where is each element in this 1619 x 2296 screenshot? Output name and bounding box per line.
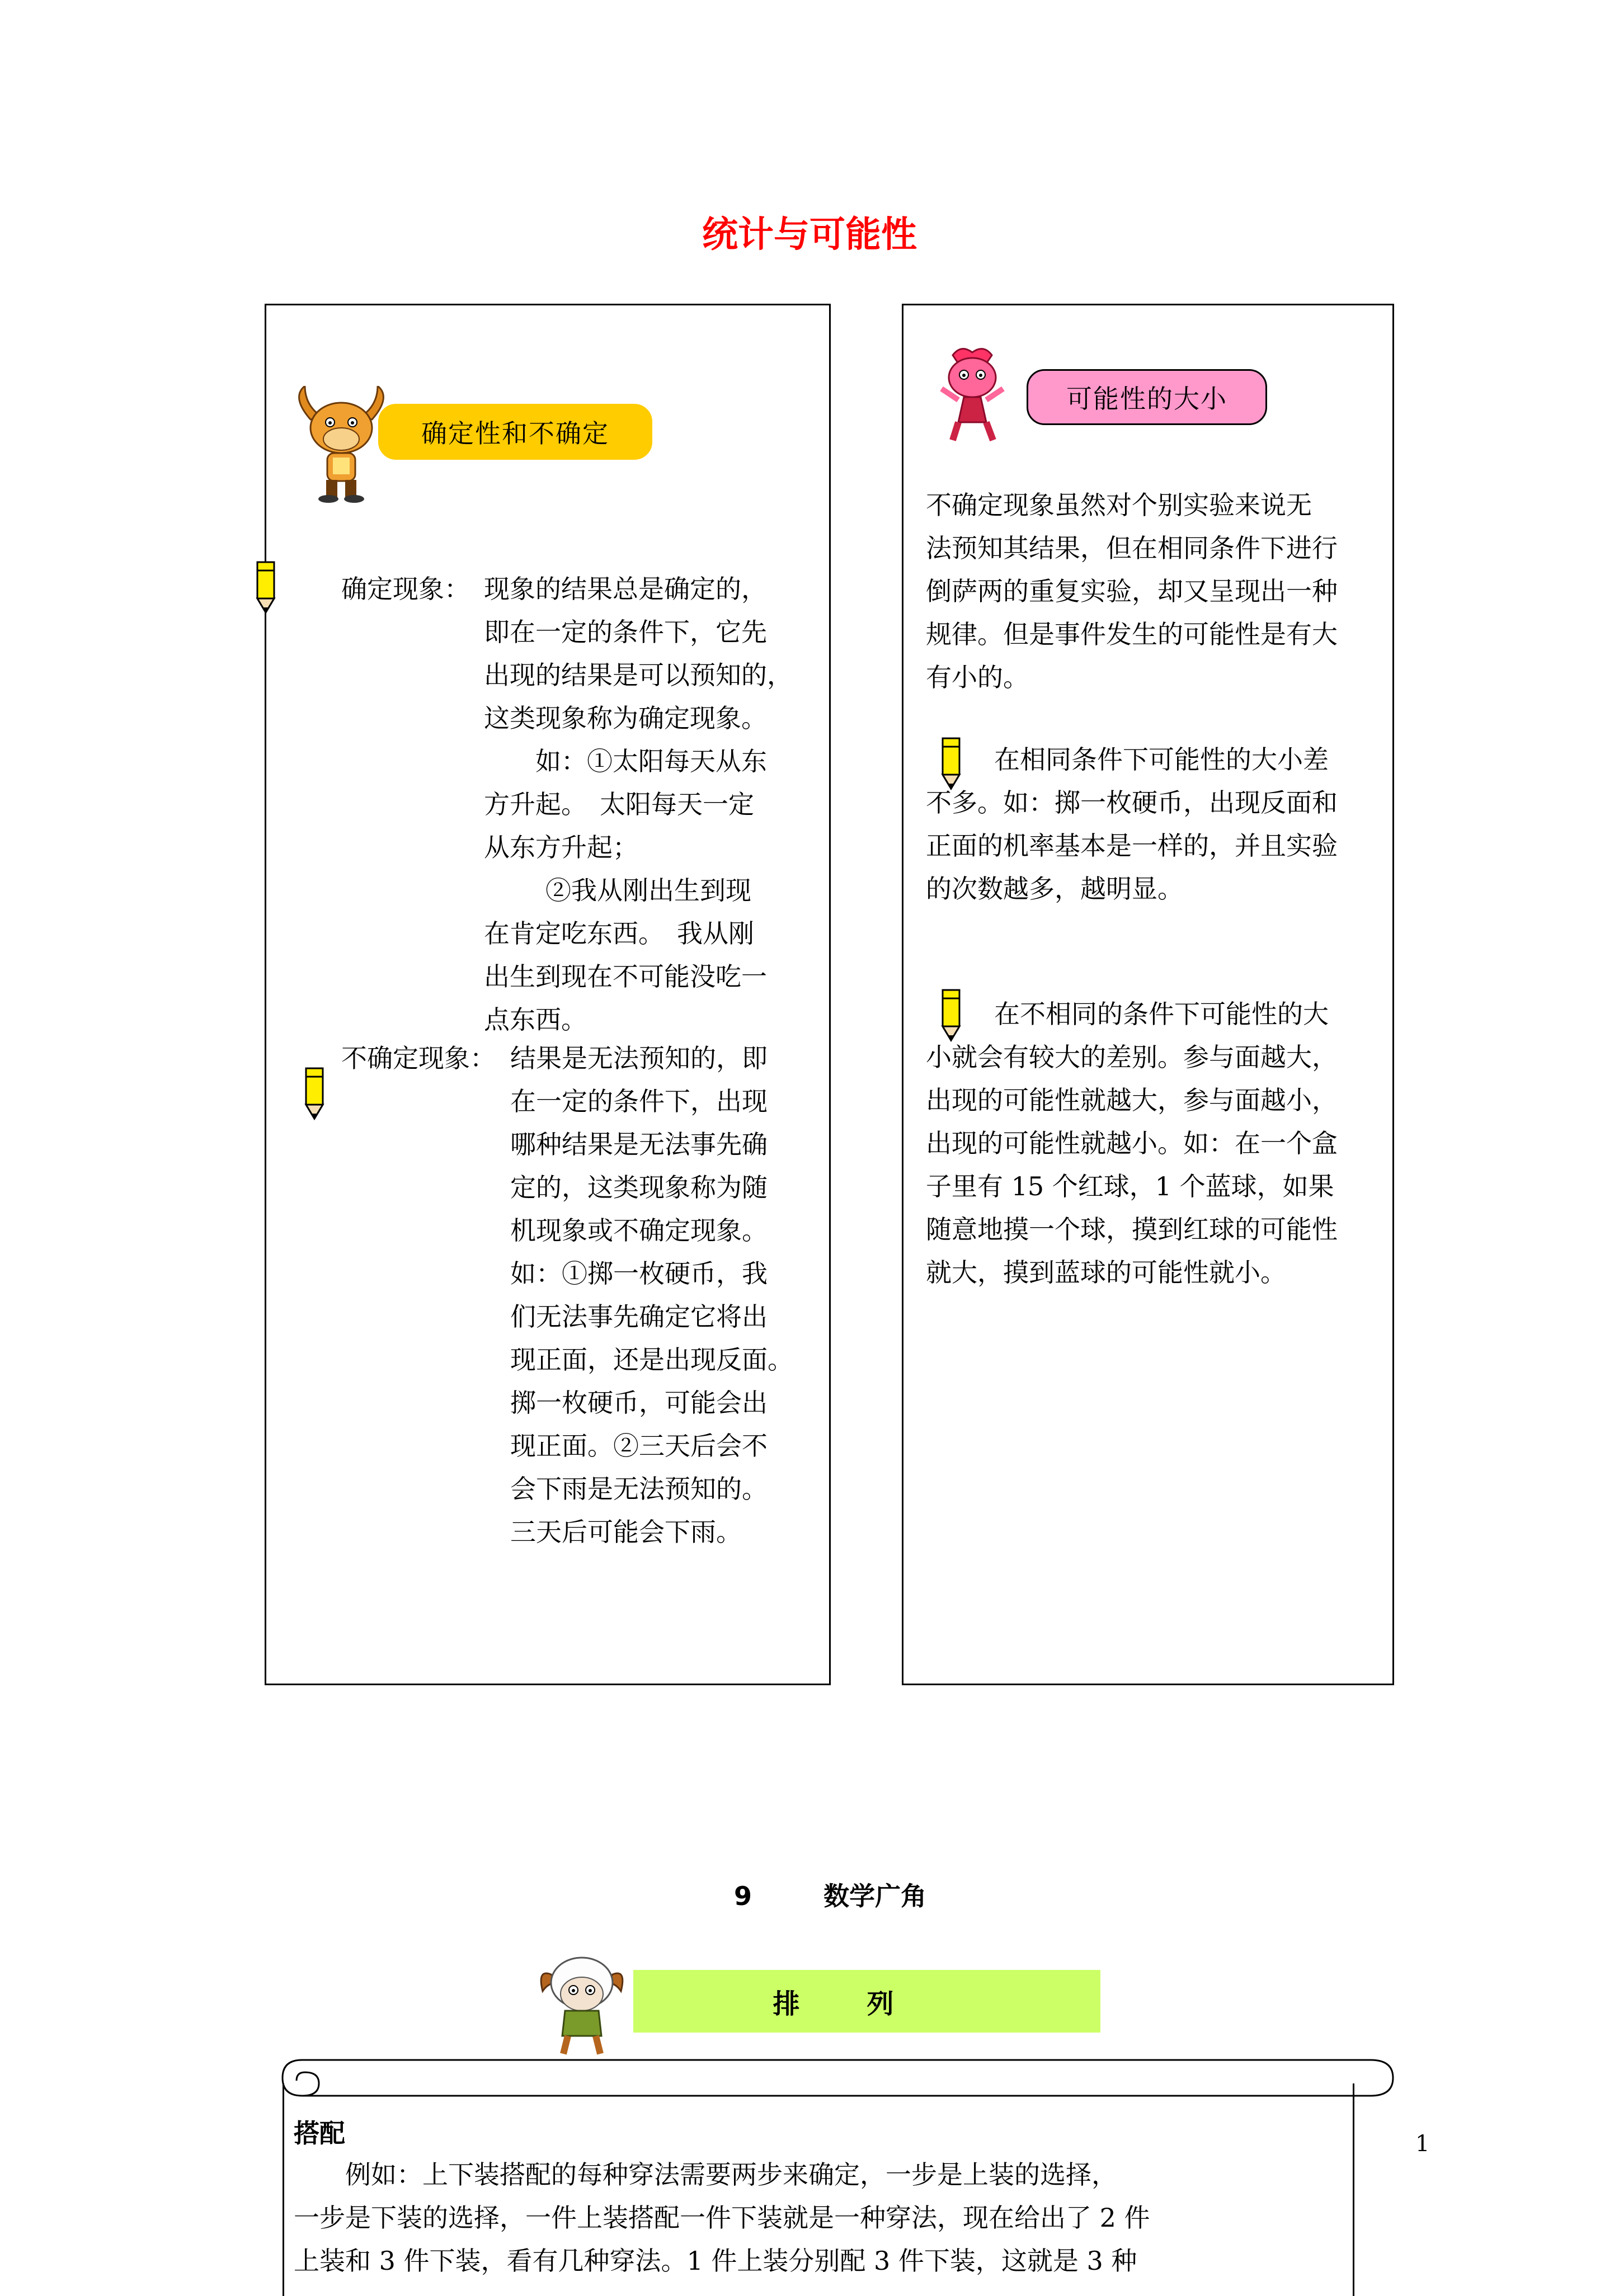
text-line: 现象的结果总是确定的， — [484, 574, 767, 604]
text-line: 出生到现在不可能没吃一 — [484, 961, 767, 992]
text-line: 出现的可能性就越小。如：在一个盒 — [926, 1128, 1338, 1158]
text-line: 现正面，还是出现反面。 — [510, 1345, 793, 1375]
text-line: 即在一定的条件下，它先 — [484, 617, 767, 647]
section-name: 数学广角 — [823, 1881, 927, 1911]
text-line: 出现的结果是可以预知的， — [484, 660, 793, 690]
right-intro — [926, 484, 1385, 699]
certain-label: 确定现象： — [341, 574, 470, 604]
red-horse-mascot-icon — [930, 344, 1014, 445]
uncertain-label: 不确定现象： — [341, 1043, 496, 1073]
right-topic-bubble: 可能性的大小 — [1027, 369, 1267, 425]
text-line: 在不相同的条件下可能性的大 — [994, 999, 1329, 1029]
text-line: 倒萨两的重复实验，却又呈现出一种 — [926, 576, 1338, 606]
text-line: 一步是下装的选择，一件上装搭配一件下装就是一种穿法，现在给出了 2 件 — [294, 2203, 1150, 2233]
text-line: 机现象或不确定现象。 — [510, 1215, 768, 1246]
section-heading — [716, 1846, 926, 1913]
text-line: 定的，这类现象称为随 — [510, 1172, 768, 1203]
text-line: 的次数越多，越明显。 — [926, 874, 1183, 904]
section-number: 9 — [734, 1881, 752, 1911]
text-line: 不确定现象虽然对个别实验来说无 — [926, 490, 1312, 520]
goat-mascot-icon — [534, 1952, 629, 2058]
section-subheading: 搭配 — [294, 2118, 345, 2148]
text-line: 就大，摸到蓝球的可能性就小。 — [926, 1257, 1286, 1288]
text-line: 法预知其结果，但在相同条件下进行 — [926, 533, 1338, 563]
text-line: 们无法事先确定它将出 — [510, 1302, 768, 1332]
text-line: 子里有 15 个红球，1 个蓝球，如果 — [926, 1171, 1334, 1201]
text-line: 哪种结果是无法事先确 — [510, 1129, 768, 1159]
text-line: 例如：上下装搭配的每种穿法需要两步来确定，一步是上装的选择， — [345, 2160, 1117, 2190]
text-line: ②我从刚出生到现 — [545, 875, 751, 906]
text-line: 现正面。②三天后会不 — [510, 1431, 768, 1461]
text-line: 结果是无法预知的，即 — [510, 1043, 768, 1073]
page-title: 统计与可能性 — [702, 214, 917, 256]
same-condition-text — [926, 738, 1385, 911]
different-condition-text — [926, 993, 1385, 1294]
certain-definition — [484, 568, 808, 1041]
pencil-icon — [246, 559, 285, 615]
text-line: 上装和 3 件下装，看有几种穿法。1 件上装分别配 3 件下装，这就是 3 种 — [294, 2246, 1137, 2276]
text-line: 方升起。 太阳每天一定 — [484, 789, 754, 819]
text-line: 三天后可能会下雨。 — [510, 1517, 742, 1547]
text-line: 这类现象称为确定现象。 — [484, 703, 767, 733]
text-line: 从东方升起； — [484, 832, 638, 862]
page-number: 1 — [1415, 2131, 1430, 2157]
text-line: 有小的。 — [926, 662, 1029, 692]
text-line: 掷一枚硬币，可能会出 — [510, 1388, 768, 1418]
text-line: 小就会有较大的差别。参与面越大， — [926, 1042, 1338, 1072]
left-topic-bubble: 确定性和不确定 — [378, 404, 652, 460]
text-line: 如：①掷一枚硬币，我 — [510, 1258, 768, 1289]
text-line: 不多。如：掷一枚硬币，出现反面和 — [926, 788, 1338, 818]
text-line: 正面的机率基本是一样的，并且实验 — [926, 831, 1338, 861]
text-line: 会下雨是无法预知的。 — [510, 1474, 768, 1504]
text-line: 规律。但是事件发生的可能性是有大 — [926, 619, 1338, 649]
uncertain-definition — [510, 1037, 812, 1554]
section-body — [294, 2153, 1345, 2283]
text-line: 在肯定吃东西。 我从刚 — [484, 918, 754, 949]
arrangement-bar: 排列 — [633, 1970, 1100, 2033]
pencil-icon — [295, 1066, 334, 1121]
text-line: 如：①太阳每天从东 — [535, 746, 767, 776]
text-line: 点东西。 — [484, 1005, 587, 1035]
text-line: 随意地摸一个球，摸到红球的可能性 — [926, 1214, 1338, 1244]
text-line: 在相同条件下可能性的大小差 — [994, 744, 1329, 775]
text-line: 出现的可能性就越大，参与面越小， — [926, 1085, 1338, 1115]
text-line: 在一定的条件下，出现 — [510, 1086, 768, 1116]
